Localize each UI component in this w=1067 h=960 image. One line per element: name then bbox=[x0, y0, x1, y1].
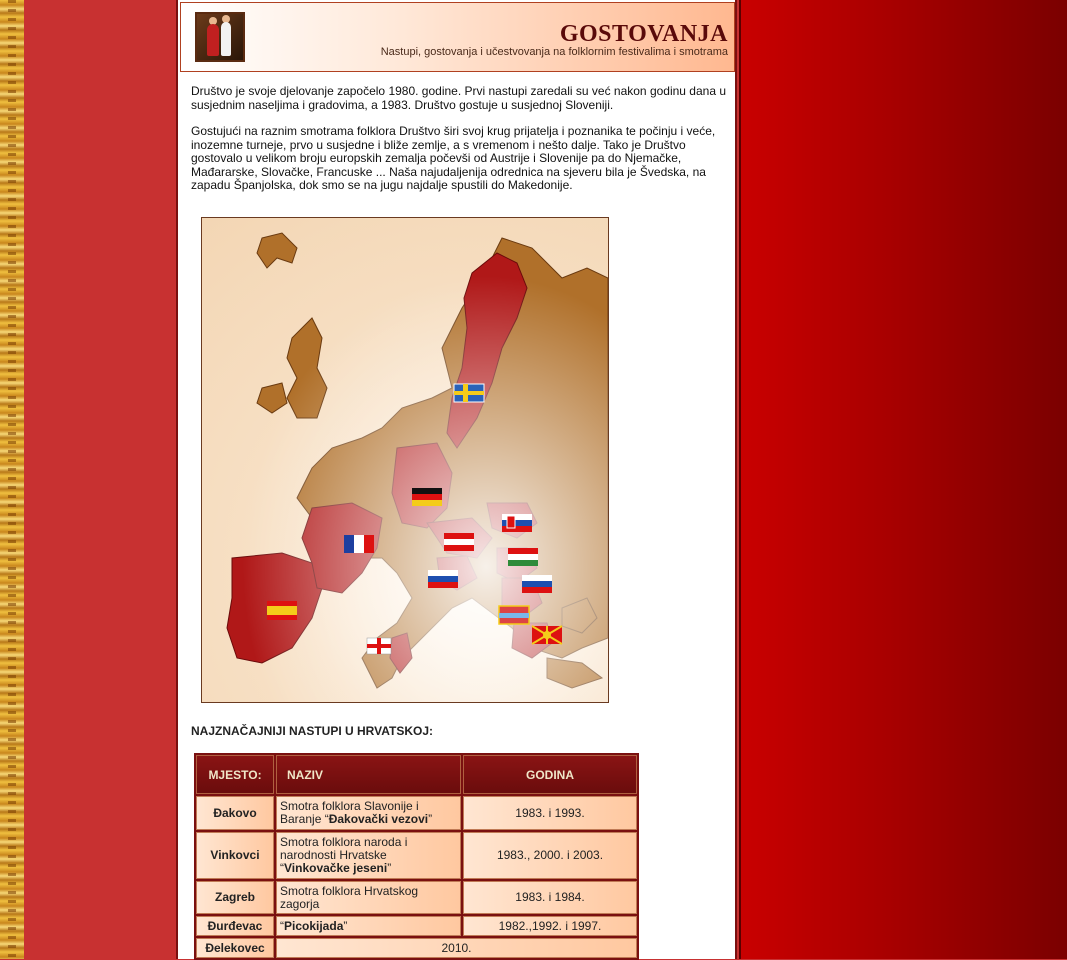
flag-france-icon bbox=[344, 535, 374, 553]
cell-name bbox=[276, 832, 461, 879]
flag-sardinia-icon bbox=[367, 638, 391, 654]
cell-name-text: “ bbox=[280, 918, 284, 933]
cell-name bbox=[276, 881, 461, 914]
cell-name-bold: Picokijada bbox=[284, 918, 344, 933]
performances-table bbox=[194, 753, 639, 960]
cell-name bbox=[276, 796, 461, 830]
table-row bbox=[196, 796, 637, 830]
cell-name bbox=[276, 916, 461, 936]
cell-place: Đurđevac bbox=[196, 916, 274, 936]
column-header-name: NAZIV bbox=[276, 755, 461, 794]
cell-place: Đakovo bbox=[196, 796, 274, 830]
cell-name-text: Smotra folklora Hrvatskog zagorja bbox=[280, 883, 419, 911]
flag-hungary-icon bbox=[508, 548, 538, 566]
flag-montenegro-icon bbox=[499, 606, 529, 624]
flag-sweden-icon bbox=[454, 384, 484, 402]
page-title: GOSTOVANJA bbox=[559, 21, 728, 47]
folk-dancers-image bbox=[195, 12, 245, 62]
flag-austria-icon bbox=[444, 533, 474, 551]
table-header-row bbox=[196, 755, 637, 794]
intro-paragraph-1: Društvo je svoje djelovanje započelo 1980. godine. Prvi nastupi zaredali su već nakon godinu dana u susjednim naseljima i gradovima, a 1983. Društvo gostuje u susjednoj Sloveniji. bbox=[191, 84, 727, 112]
cell-year: 1983., 2000. i 2003. bbox=[463, 832, 637, 879]
table-row bbox=[196, 832, 637, 879]
right-background bbox=[739, 0, 1067, 959]
cell-year: 2010. bbox=[276, 938, 637, 958]
cell-name-text: Smotra folklora naroda i narodnosti Hrvatske “ bbox=[280, 835, 408, 875]
cell-name-bold: Đakovački vezovi bbox=[328, 812, 429, 826]
section-heading: NAJZNAČAJNIJI NASTUPI U HRVATSKOJ: bbox=[191, 724, 434, 738]
intro-text bbox=[191, 85, 726, 206]
cell-name-text: ” bbox=[343, 918, 348, 933]
cell-year: 1982.,1992. i 1997. bbox=[463, 916, 637, 936]
main-content bbox=[176, 0, 737, 959]
intro-paragraph-2: Gostujući na raznim smotrama folklora Društvo širi svoj krug prijatelja i poznanika te počinju i veće, inozemne turneje, prvo u susjedne i bliže zemlje, a s vremenom i nešto dalje. Tako je Društvo gostovalo u velikom broju europskih zemalja počevši od Austrije i Slovenije pa do Njemačke, Mađararske, Slovačke, Francuske ... Naša najudaljenija odrednica na sjeveru bila je Švedska, na zapadu Španjolska, dok smo se na jugu najdalje spustili do Makedonije. bbox=[191, 124, 716, 192]
table-row bbox=[196, 938, 637, 958]
column-header-place: MJESTO: bbox=[196, 755, 274, 794]
flag-serbia-icon bbox=[522, 575, 552, 593]
cell-place: Zagreb bbox=[196, 881, 274, 914]
cell-name-text: ” bbox=[428, 812, 433, 826]
flag-spain-icon bbox=[267, 601, 297, 620]
flag-macedonia-icon bbox=[532, 626, 562, 644]
flag-germany-icon bbox=[412, 488, 442, 506]
table-row bbox=[196, 916, 637, 936]
europe-map-image bbox=[201, 217, 609, 703]
decorative-border bbox=[0, 0, 24, 959]
cell-year: 1983. i 1993. bbox=[463, 796, 637, 830]
cell-name-bold: Vinkovačke jeseni bbox=[284, 861, 388, 875]
table-row bbox=[196, 881, 637, 914]
left-background bbox=[24, 0, 176, 959]
cell-name-text: Smotra folklora Slavonije i Baranje “ bbox=[280, 799, 419, 826]
page-header bbox=[180, 2, 735, 72]
page-subtitle: Nastupi, gostovanja i učestvovanja na folklornim festivalima i smotrama bbox=[380, 46, 728, 58]
cell-name-text: ” bbox=[387, 861, 392, 875]
cell-year: 1983. i 1984. bbox=[463, 881, 637, 914]
column-header-year: GODINA bbox=[463, 755, 637, 794]
flag-slovakia-icon bbox=[502, 514, 532, 532]
flag-slovenia-icon bbox=[428, 570, 458, 588]
cell-place: Đelekovec bbox=[196, 938, 274, 958]
cell-place: Vinkovci bbox=[196, 832, 274, 879]
